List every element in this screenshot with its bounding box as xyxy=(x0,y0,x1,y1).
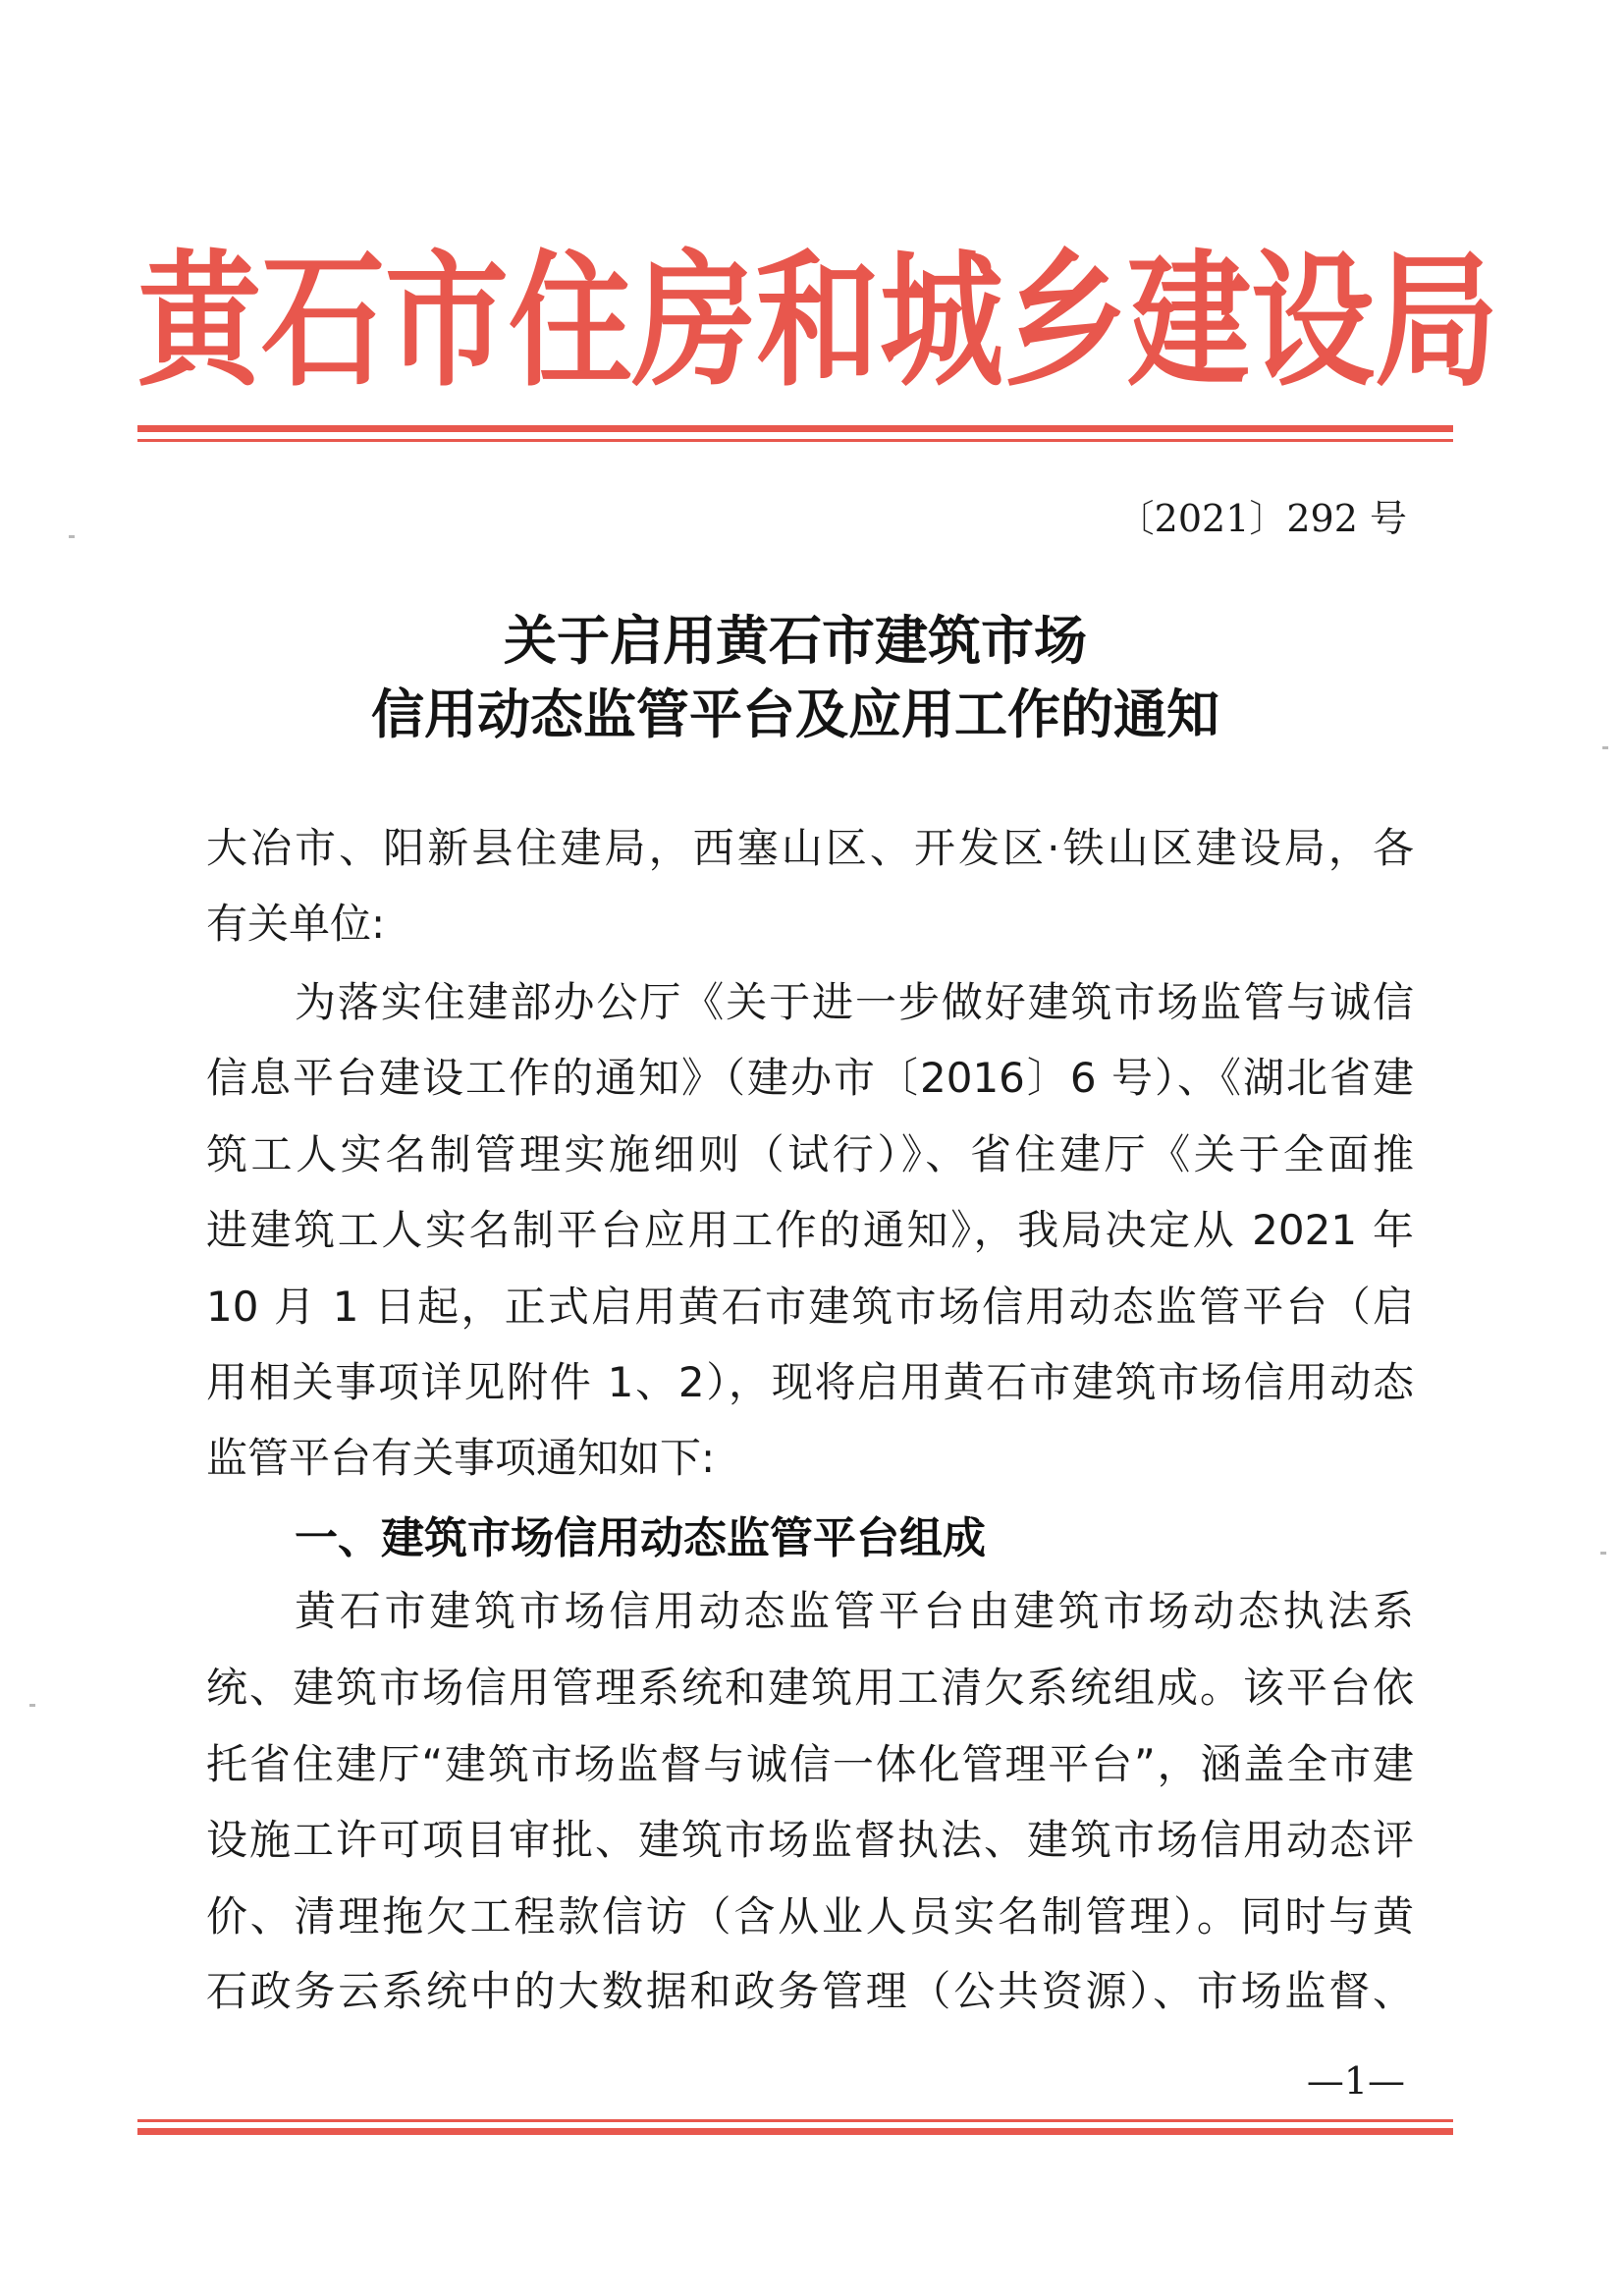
body-line: 进建筑工人实名制平台应用工作的通知》，我局决定从 2021 年 xyxy=(206,1206,1414,1254)
scan-speck xyxy=(1602,746,1608,749)
page-number: —1— xyxy=(1306,2059,1405,2103)
masthead-character: 住 xyxy=(509,234,632,407)
body-line: 统、建筑市场信用管理系统和建筑用工清欠系统组成。该平台依 xyxy=(206,1664,1414,1712)
masthead-character: 房 xyxy=(632,234,756,407)
body-line: 有关单位: xyxy=(206,900,386,948)
body-line: 信息平台建设工作的通知》（建办市〔2016〕6 号）、《湖北省建 xyxy=(206,1054,1414,1102)
masthead-character: 黄 xyxy=(137,234,261,407)
masthead-rule-thin xyxy=(137,439,1453,442)
body-line: 石政务云系统中的大数据和政务管理（公共资源）、市场监督、 xyxy=(206,1967,1414,2015)
body-line: 10 月 1 日起，正式启用黄石市建筑市场信用动态监管平台（启 xyxy=(206,1283,1414,1331)
body-line: 设施工许可项目审批、建筑市场监督执法、建筑市场信用动态评 xyxy=(206,1816,1414,1864)
title-line-1: 关于启用黄石市建筑市场 xyxy=(504,609,1087,672)
masthead-rule-thick xyxy=(137,425,1453,432)
document-number: 〔2021〕292 号 xyxy=(1116,497,1407,540)
masthead-character: 城 xyxy=(880,234,1003,407)
title-line-2: 信用动态监管平台及应用工作的通知 xyxy=(371,683,1219,745)
scan-speck xyxy=(29,1704,35,1707)
body-line: 筑工人实名制管理实施细则（试行）》、省住建厅《关于全面推 xyxy=(206,1130,1414,1178)
body-line: 价、清理拖欠工程款信访（含从业人员实名制管理）。同时与黄 xyxy=(206,1892,1414,1941)
body-line: 监管平台有关事项通知如下: xyxy=(206,1434,716,1482)
masthead-character: 市 xyxy=(385,234,509,407)
body-line: 为落实住建部办公厅《关于进一步做好建筑市场监管与诚信 xyxy=(295,978,1414,1026)
section-heading: 一、建筑市场信用动态监管平台组成 xyxy=(295,1513,986,1563)
body-line: 用相关事项详见附件 1、2），现将启用黄石市建筑市场信用动态 xyxy=(206,1358,1414,1406)
scan-speck xyxy=(1600,1552,1606,1555)
body-line: 托省住建厅“建筑市场监督与诚信一体化管理平台”，涵盖全市建 xyxy=(206,1740,1414,1788)
footer-rule-thick xyxy=(137,2128,1453,2135)
agency-masthead xyxy=(137,196,1498,422)
footer-rule-thin xyxy=(137,2119,1453,2122)
masthead-character: 和 xyxy=(756,234,880,407)
masthead-character: 石 xyxy=(261,234,385,407)
masthead-character: 建 xyxy=(1127,234,1251,407)
body-line: 黄石市建筑市场信用动态监管平台由建筑市场动态执法系 xyxy=(295,1587,1414,1635)
masthead-character: 乡 xyxy=(1003,234,1127,407)
masthead-character: 局 xyxy=(1375,234,1498,407)
masthead-character: 设 xyxy=(1251,234,1375,407)
body-line: 大冶市、阳新县住建局，西塞山区、开发区·铁山区建设局，各 xyxy=(206,824,1414,872)
scan-speck xyxy=(69,535,75,538)
